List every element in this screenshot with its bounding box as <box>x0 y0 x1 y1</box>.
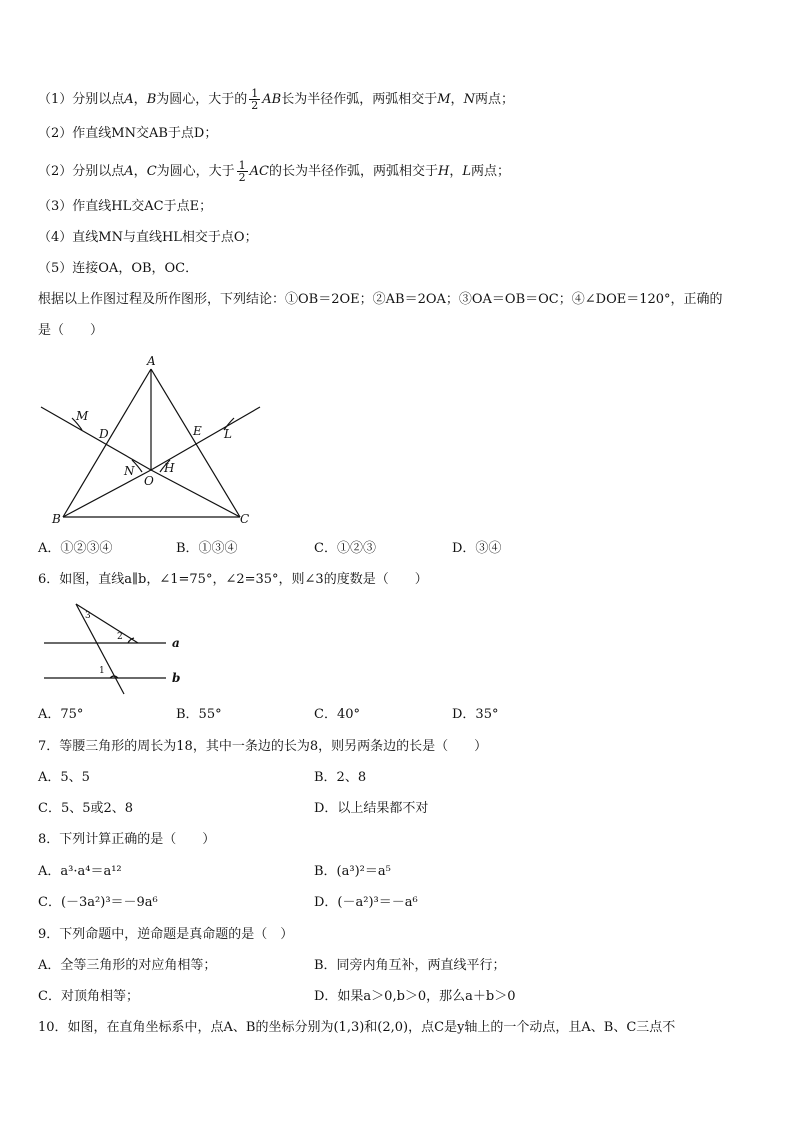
fraction-half <box>249 88 260 111</box>
q5-option-a[interactable]: A．①②③④ <box>38 541 113 556</box>
point-a: A <box>124 92 134 107</box>
q7-stem: 7．等腰三角形的周长为18，其中一条边的长为8，则另两条边的长是（ ） <box>38 739 488 754</box>
label-b: B <box>52 512 61 526</box>
q9-stem: 9．下列命题中，逆命题是真命题的是（ ） <box>38 927 294 942</box>
q6-parallel-lines-figure <box>38 598 198 698</box>
q8-option-d[interactable]: D．(－a²)³＝－a⁶ <box>314 895 418 910</box>
sep: ， <box>449 164 463 179</box>
step-1 <box>38 88 514 111</box>
label-m: M <box>76 409 89 423</box>
q7-option-a[interactable]: A．5、5 <box>38 770 90 785</box>
segment-ab: AB <box>262 92 282 107</box>
sep: ， <box>133 164 147 179</box>
step-1-end: 两点； <box>474 92 514 107</box>
q6-option-b[interactable]: B．55° <box>176 707 222 722</box>
q6-stem: 6．如图，直线a∥b，∠1=75°，∠2=35°，则∠3的度数是（ ） <box>38 572 428 587</box>
label-b: b <box>172 671 181 685</box>
q5-option-c[interactable]: C．①②③ <box>314 541 376 556</box>
q10-stem: 10．如图，在直角坐标系中，点A、B的坐标分别为(1,3)和(2,0)，点C是y轴上的一个动点，且A、B、C三点不 <box>38 1020 676 1035</box>
label-o: O <box>144 474 154 488</box>
point-m: M <box>437 92 451 107</box>
label-n: N <box>124 464 135 478</box>
label-angle-3: 3 <box>85 611 91 621</box>
q6-option-a[interactable]: A．75° <box>38 707 84 722</box>
point-n: N <box>463 92 475 107</box>
frac-den: 2 <box>238 171 246 184</box>
q7-option-b[interactable]: B．2、8 <box>314 770 367 785</box>
sep: ， <box>450 92 464 107</box>
q9-option-b[interactable]: B．同旁内角互补，两直线平行； <box>314 958 506 973</box>
q9-option-a[interactable]: A．全等三角形的对应角相等； <box>38 958 217 973</box>
q8-option-c[interactable]: C．(－3a²)³＝－9a⁶ <box>38 895 158 910</box>
step-1-mid: 为圆心，大于的 <box>156 92 248 107</box>
q5-option-b[interactable]: B．①③④ <box>176 541 238 556</box>
frac-den: 2 <box>251 99 259 112</box>
q5-stem-line2: 是（ ） <box>38 323 104 338</box>
step-1-text: （1）分别以点 <box>38 92 125 107</box>
q7-option-d[interactable]: D．以上结果都不对 <box>314 801 429 816</box>
step-4: （4）直线MN与直线HL相交于点O； <box>38 230 258 245</box>
step-2: （2）作直线MN交AB于点D； <box>38 126 218 141</box>
segment-oc <box>151 470 240 517</box>
point-c: C <box>146 164 157 179</box>
label-h: H <box>164 461 175 475</box>
point-l: L <box>462 164 472 179</box>
label-l: L <box>224 427 232 441</box>
segment-ob <box>63 470 151 517</box>
transversal <box>76 604 124 694</box>
sep: ， <box>133 92 147 107</box>
frac-num: 1 <box>238 159 246 172</box>
point-a: A <box>124 164 134 179</box>
frac-num: 1 <box>251 87 259 100</box>
label-a: a <box>172 636 180 650</box>
q8-option-b[interactable]: B．(a³)²＝a⁵ <box>314 864 391 879</box>
q5-triangle-figure <box>38 352 268 527</box>
label-d: D <box>99 427 109 441</box>
label-a: A <box>147 354 156 368</box>
side-ab <box>63 369 151 517</box>
segment-ac: AC <box>249 164 269 179</box>
label-angle-2: 2 <box>117 632 123 642</box>
q6-option-d[interactable]: D．35° <box>452 707 499 722</box>
step-2b-mid: 为圆心，大于 <box>156 164 235 179</box>
label-c: C <box>240 512 250 526</box>
step-5: （5）连接OA，OB，OC． <box>38 261 199 276</box>
q5-stem-line1: 根据以上作图过程及所作图形，下列结论：①OB＝2OE；②AB＝2OA；③OA＝OB＝OC；④∠DOE＝120°，正确的 <box>38 292 723 307</box>
q6-option-c[interactable]: C．40° <box>314 707 360 722</box>
q7-option-c[interactable]: C．5、5或2、8 <box>38 801 134 816</box>
step-2b-text: （2）分别以点 <box>38 164 125 179</box>
step-2b-tail: 的长为半径作弧，两弧相交于 <box>269 164 439 179</box>
label-angle-1: 1 <box>99 666 105 676</box>
step-2b-end: 两点； <box>471 164 511 179</box>
q5-option-d[interactable]: D．③④ <box>452 541 502 556</box>
step-1-tail: 长为半径作弧，两弧相交于 <box>281 92 438 107</box>
slant-line <box>76 604 138 643</box>
label-e: E <box>193 424 202 438</box>
point-h: H <box>438 164 450 179</box>
point-b: B <box>146 92 157 107</box>
step-3: （3）作直线HL交AC于点E； <box>38 199 213 214</box>
side-ac <box>151 369 240 517</box>
q8-option-a[interactable]: A．a³·a⁴＝a¹² <box>38 864 122 879</box>
step-2b <box>38 160 510 183</box>
q8-stem: 8．下列计算正确的是（ ） <box>38 832 216 847</box>
fraction-half <box>237 160 248 183</box>
q9-option-d[interactable]: D．如果a＞0,b＞0，那么a＋b＞0 <box>314 989 516 1004</box>
q9-option-c[interactable]: C．对顶角相等； <box>38 989 139 1004</box>
